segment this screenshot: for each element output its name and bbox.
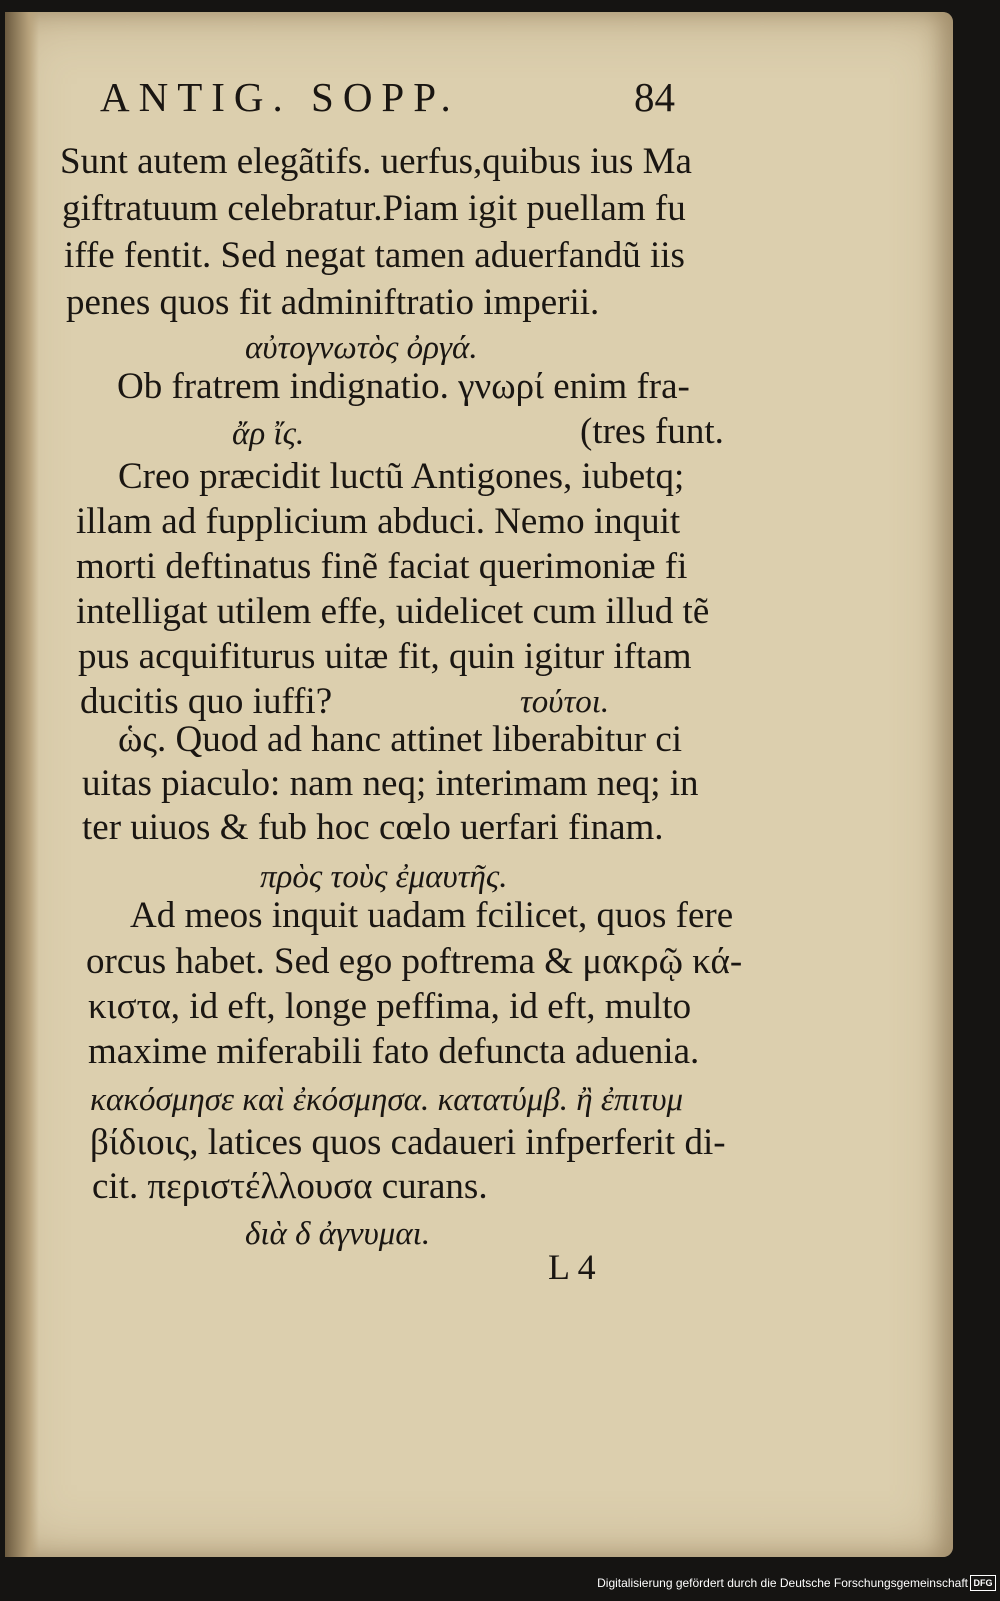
text-line: orcus habet. Sed ego poftrema & μακρῷ κά- — [86, 941, 743, 982]
text-line: pus acquifiturus uitæ fit, quin igitur iftam — [78, 636, 692, 677]
text-line: Ad meos inquit uadam fcilicet, quos fere — [130, 895, 734, 936]
running-header: ANTIG. SOPP. — [100, 74, 460, 120]
text-line: βίδιοις, latices quos cadaueri infperferit di- — [90, 1122, 726, 1163]
text-line: Creo præcidit luctũ Antigones, iubetq; — [118, 456, 685, 497]
text-line: maxime miferabili fato defuncta aduenia. — [88, 1031, 700, 1072]
text-line: ducitis quo iuffi? — [80, 681, 333, 722]
text-line: ὡς. Quod ad hanc attinet liberabitur ci — [118, 719, 683, 760]
dfg-logo: DFG — [970, 1575, 996, 1591]
greek-lemma: διὰ δ ἀγνυμαι. — [245, 1216, 431, 1252]
text-line: ter uiuos & fub hoc cœlo uerfari finam. — [82, 807, 664, 848]
greek-fragment: ἄρ ἴς. — [232, 416, 305, 452]
text-line: giftratuum celebratur.Piam igit puellam fu — [62, 188, 686, 229]
text-line: intelligat utilem effe, uidelicet cum illud tẽ — [76, 591, 710, 632]
text-line: (tres funt. — [580, 411, 724, 452]
text-line: κιστα, id eft, longe peffima, id eft, multo — [88, 986, 692, 1027]
greek-lemma: κακόσμησε καὶ ἐκόσμησα. κατατύμβ. ἢ ἐπιτυμ — [90, 1082, 684, 1118]
text-line: penes quos fit adminiftratio imperii. — [66, 282, 600, 323]
greek-lemma: πρὸς τοὺς ἐμαυτῆς. — [260, 859, 508, 895]
greek-lemma: αὐτογνωτὸς ὀργά. — [245, 330, 478, 366]
text-line: Sunt autem elegãtifs. uerfus,quibus ius Ma — [60, 141, 692, 182]
funding-credit: Digitalisierung gefördert durch die Deutsche Forschungsgemeinschaft — [597, 1576, 968, 1590]
text-line: illam ad fupplicium abduci. Nemo inquit — [76, 501, 681, 542]
greek-fragment: τούτοι. — [520, 684, 610, 720]
page-binding-shadow — [5, 12, 39, 1557]
text-line: Ob fratrem indignatio. γνωρί enim fra- — [117, 366, 690, 407]
text-line: uitas piaculo: nam neq; interimam neq; in — [82, 763, 699, 804]
text-line: cit. περιστέλλουσα curans. — [92, 1166, 488, 1207]
text-line: morti deftinatus finẽ faciat querimoniæ fi — [76, 546, 688, 587]
text-line: iffe fentit. Sed negat tamen aduerfandũ iis — [64, 235, 685, 276]
page-number: 84 — [634, 74, 675, 120]
signature-mark: L 4 — [548, 1247, 596, 1287]
